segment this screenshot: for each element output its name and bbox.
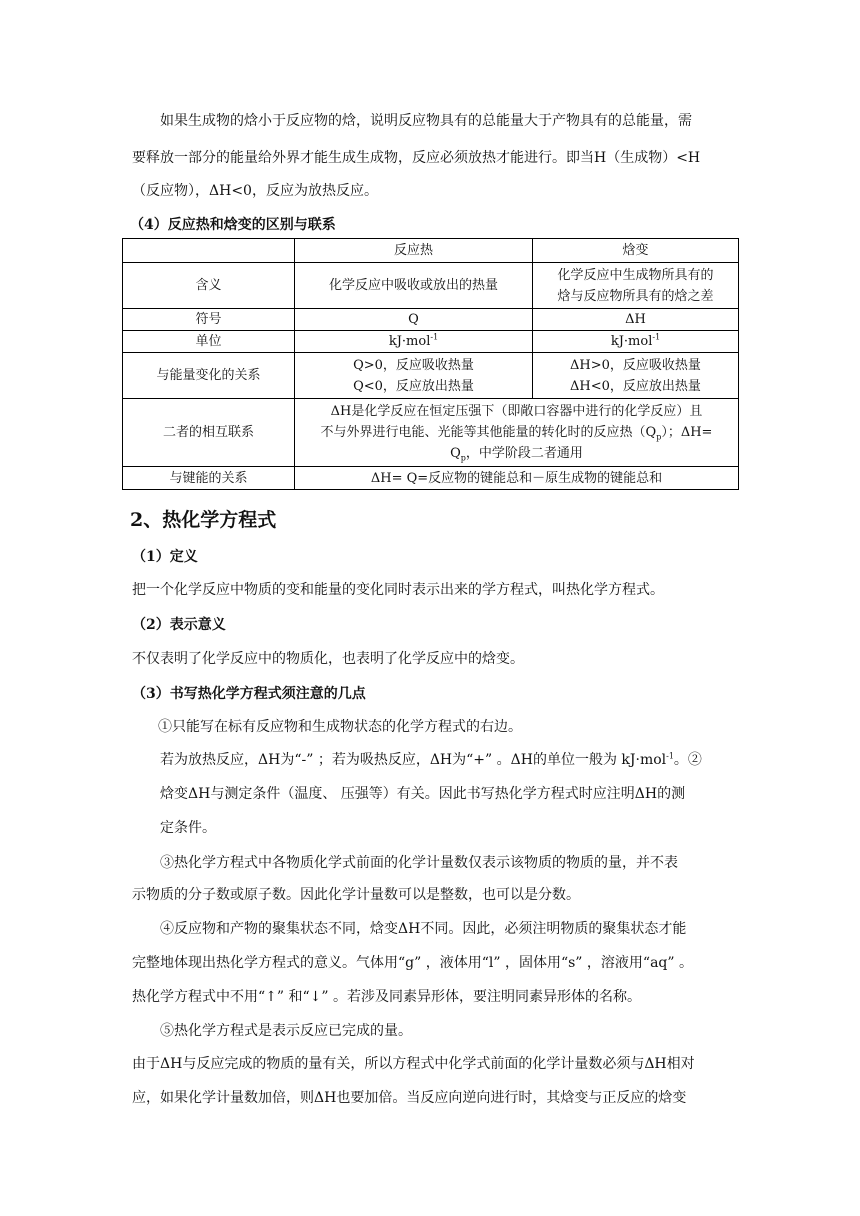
item-2-line-2: 定条件。 [160,820,216,836]
table-cell: ΔH= Q=反应物的键能总和－原生成物的键能总和 [295,467,739,490]
item-text: 。② [673,752,702,768]
table-header-cell: 焓变 [533,239,739,263]
table-row [123,399,739,467]
table-row [123,263,739,309]
row-label: 与键能的关系 [123,467,295,490]
cell-line: 化学反应中生成物所具有的 [557,267,714,283]
subsection-title: （1）定义 [132,549,198,565]
section4-title: （4）反应热和焓变的区别与联系 [130,217,336,233]
definition-text: 把一个化学反应中物质的变和能量的变化同时表示出来的学方程式，叫热化学方程式。 [132,582,664,598]
cell-line: 焓与反应物所具有的焓之差 [557,288,714,304]
unit-exponent: -1 [652,332,661,342]
item-4-line-2: 完整地体现出热化学方程式的意义。气体用“g” ，液体用“l” ，固体用“s” ，溶液用“aq” 。 [132,955,693,971]
cell-line [299,443,734,464]
item-1: ①只能写在标有反应物和生成物状态的化学方程式的右边。 [158,719,522,735]
row-label: 含义 [123,263,295,309]
item-2-line-1: 焓变ΔH与测定条件（温度、 压强等）有关。因此书写热化学方程式时应注明ΔH的测 [160,786,686,802]
closing-line-2: 应，如果化学计量数加倍，则ΔH也要加倍。当反应向逆向进行时，其焓变与正反应的焓变 [132,1090,687,1106]
item-4-line-1: ④反应物和产物的聚集状态不同，焓变ΔH不同。因此，必须注明物质的聚集状态才能 [160,921,687,937]
table-row [123,331,739,353]
row-label: 符号 [123,309,295,331]
intro-line-3: （反应物），ΔH<0，反应为放热反应。 [132,183,378,199]
cell-line: Q>0，反应吸收热量 [353,357,474,373]
row-label: 单位 [123,331,295,353]
cell-text: 不与外界进行电能、光能等其他能量的转化时的反应热（Q [320,425,657,440]
unit-exponent: -1 [666,751,674,761]
meaning-text: 不仅表明了化学反应中的物质化，也表明了化学反应中的焓变。 [132,651,524,667]
subscript: p [460,453,466,463]
item-3-line-2: 示物质的分子数或原子数。因此化学计量数可以是整数，也可以是分数。 [132,887,580,903]
unit-text: kJ·mol [610,334,653,349]
cell-line [299,422,734,443]
cell-text: ，中学阶段二者通用 [465,446,583,461]
intro-line-1: 如果生成物的焓小于反应物的焓，说明反应物具有的总能量大于产物具有的总能量，需 [160,113,692,129]
item-4-line-3: 热化学方程式中不用“↑” 和“↓” 。若涉及同素异形体，要注明同素异形体的名称。 [132,989,641,1005]
table-cell [295,353,533,399]
table-cell: Q [295,309,533,331]
table-header-row [123,239,739,263]
table-header-cell [123,239,295,263]
table-row [123,309,739,331]
item-5: ⑤热化学方程式是表示反应已完成的量。 [160,1023,412,1039]
cell-line: ΔH<0，反应放出热量 [570,378,701,394]
table-cell: ΔH [533,309,739,331]
item-1-detail [160,749,702,769]
table-cell [533,353,739,399]
item-text: 若为放热反应，ΔH为“-” ；若为吸热反应，ΔH为“+” 。ΔH的单位一般为 kJ·mol [160,752,667,768]
table-cell: 化学反应中吸收或放出的热量 [295,263,533,309]
unit-text: kJ·mol [388,334,431,349]
subscript: p [656,432,662,442]
table-cell [533,331,739,353]
table-row [123,467,739,490]
cell-text: Q [450,446,461,461]
table-header-cell: 反应热 [295,239,533,263]
subsection-title: （3）书写热化学方程式须注意的几点 [132,686,366,702]
cell-line: ΔH是化学反应在恒定压强下（即敞口容器中进行的化学反应）且 [330,404,703,419]
intro-line-2: 要释放一部分的能量给外界才能生成生成物，反应必须放热才能进行。即当H（生成物）<H [132,150,701,166]
cell-line: ΔH>0，反应吸收热量 [570,357,701,373]
row-label: 与能量变化的关系 [123,353,295,399]
item-3-line-1: ③热化学方程式中各物质化学式前面的化学计量数仅表示该物质的物质的量，并不表 [160,855,678,871]
comparison-table [122,238,739,490]
cell-text: ）；ΔH= [661,425,713,440]
table-cell [533,263,739,309]
cell-line: Q<0，反应放出热量 [353,378,474,394]
table-row [123,353,739,399]
row-label: 二者的相互联系 [123,399,295,467]
subsection-title: （2）表示意义 [132,617,226,633]
unit-exponent: -1 [430,332,439,342]
section2-title: 2、热化学方程式 [130,509,277,531]
table-cell [295,331,533,353]
closing-line-1: 由于ΔH与反应完成的物质的量有关，所以方程式中化学式前面的化学计量数必须与ΔH相对 [132,1056,695,1072]
table-cell [295,399,739,467]
